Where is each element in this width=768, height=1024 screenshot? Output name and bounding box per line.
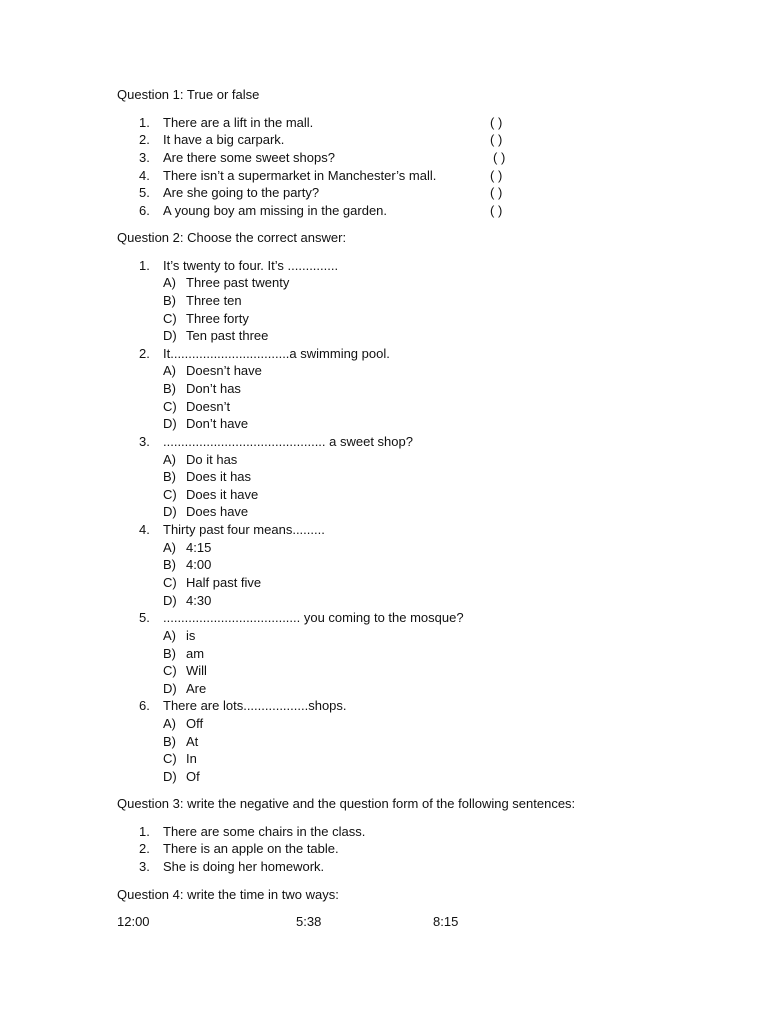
option-letter: D) <box>163 681 177 696</box>
option-letter: D) <box>163 416 177 431</box>
q2-question-text: There are lots..................shops. <box>163 698 347 713</box>
option-text: Of <box>186 769 200 784</box>
q2-heading: Question 2: Choose the correct answer: <box>117 230 347 245</box>
option-letter: B) <box>163 734 176 749</box>
option-text: Doesn’t have <box>186 363 262 378</box>
option-text: Do it has <box>186 452 238 467</box>
option-letter: A) <box>163 628 176 643</box>
q1-answer-box[interactable]: ( ) <box>490 132 503 147</box>
option-text: Three past twenty <box>186 275 290 290</box>
q3-item-number: 3. <box>139 859 150 874</box>
q3-item-text: She is doing her homework. <box>163 859 325 874</box>
q1-answer-box[interactable]: ( ) <box>490 203 503 218</box>
option-text: In <box>186 751 197 766</box>
q2-question-number: 6. <box>139 698 150 713</box>
option-letter: A) <box>163 716 176 731</box>
option-text: Off <box>186 716 204 731</box>
q1-item-text: A young boy am missing in the garden. <box>163 203 388 218</box>
option-letter: B) <box>163 557 176 572</box>
option-text: Ten past three <box>186 328 269 343</box>
q4-heading: Question 4: write the time in two ways: <box>117 887 339 902</box>
option-text: am <box>186 646 205 661</box>
q2-question-number: 4. <box>139 522 150 537</box>
option-letter: A) <box>163 363 176 378</box>
q1-item-text: Are she going to the party? <box>163 185 320 200</box>
q1-item-number: 3. <box>139 150 150 165</box>
q2-question-text: ............................................. a sweet shop? <box>163 434 413 449</box>
q1-item-number: 6. <box>139 203 150 218</box>
q1-answer-box[interactable]: ( ) <box>490 168 503 183</box>
option-text: is <box>186 628 196 643</box>
option-letter: C) <box>163 399 177 414</box>
q2-question-number: 2. <box>139 346 150 361</box>
q3-item-number: 2. <box>139 841 150 856</box>
q1-item-number: 5. <box>139 185 150 200</box>
q1-heading: Question 1: True or false <box>117 87 260 102</box>
option-letter: A) <box>163 452 176 467</box>
q1-answer-box[interactable]: ( ) <box>490 185 503 200</box>
option-text: Will <box>186 663 207 678</box>
q2-question-number: 1. <box>139 258 150 273</box>
option-letter: C) <box>163 751 177 766</box>
q2-question-text: ...................................... you coming to the mosque? <box>163 610 464 625</box>
q1-item-text: There isn’t a supermarket in Manchester’s mall. <box>163 168 437 183</box>
q2-question-text: It.................................a swimming pool. <box>163 346 390 361</box>
q4-time: 8:15 <box>433 914 459 929</box>
q2-question-text: Thirty past four means......... <box>163 522 325 537</box>
option-text: Half past five <box>186 575 262 590</box>
option-letter: D) <box>163 504 177 519</box>
option-letter: D) <box>163 593 177 608</box>
q3-item-number: 1. <box>139 824 150 839</box>
q3-item-text: There are some chairs in the class. <box>163 824 366 839</box>
q4-time: 5:38 <box>296 914 322 929</box>
option-letter: B) <box>163 381 176 396</box>
option-letter: D) <box>163 769 177 784</box>
option-text: Does it has <box>186 469 252 484</box>
q1-item-text: There are a lift in the mall. <box>163 115 314 130</box>
q1-item-text: Are there some sweet shops? <box>163 150 335 165</box>
option-letter: B) <box>163 646 176 661</box>
option-text: Doesn’t <box>186 399 231 414</box>
q1-item-number: 2. <box>139 132 150 147</box>
option-text: Don’t has <box>186 381 241 396</box>
option-text: 4:15 <box>186 540 212 555</box>
q1-item-text: It have a big carpark. <box>163 132 285 147</box>
option-letter: C) <box>163 663 177 678</box>
option-text: 4:00 <box>186 557 212 572</box>
option-letter: C) <box>163 487 177 502</box>
q4-time: 12:00 <box>117 914 150 929</box>
option-letter: B) <box>163 293 176 308</box>
q3-item-text: There is an apple on the table. <box>163 841 339 856</box>
option-letter: C) <box>163 311 177 326</box>
option-text: Does it have <box>186 487 259 502</box>
option-letter: A) <box>163 275 176 290</box>
q1-answer-box[interactable]: ( ) <box>490 115 503 130</box>
option-text: Three forty <box>186 311 249 326</box>
option-letter: D) <box>163 328 177 343</box>
q1-item-number: 1. <box>139 115 150 130</box>
option-text: Are <box>186 681 207 696</box>
q3-heading: Question 3: write the negative and the question form of the following sentences: <box>117 796 576 811</box>
q2-question-number: 5. <box>139 610 150 625</box>
q1-answer-box[interactable]: ( ) <box>493 150 506 165</box>
option-text: Three ten <box>186 293 242 308</box>
option-text: 4:30 <box>186 593 212 608</box>
option-letter: C) <box>163 575 177 590</box>
q1-item-number: 4. <box>139 168 150 183</box>
q2-question-text: It’s twenty to four. It’s .............. <box>163 258 339 273</box>
option-text: At <box>186 734 199 749</box>
option-text: Does have <box>186 504 249 519</box>
option-text: Don’t have <box>186 416 249 431</box>
q2-question-number: 3. <box>139 434 150 449</box>
option-letter: B) <box>163 469 176 484</box>
option-letter: A) <box>163 540 176 555</box>
